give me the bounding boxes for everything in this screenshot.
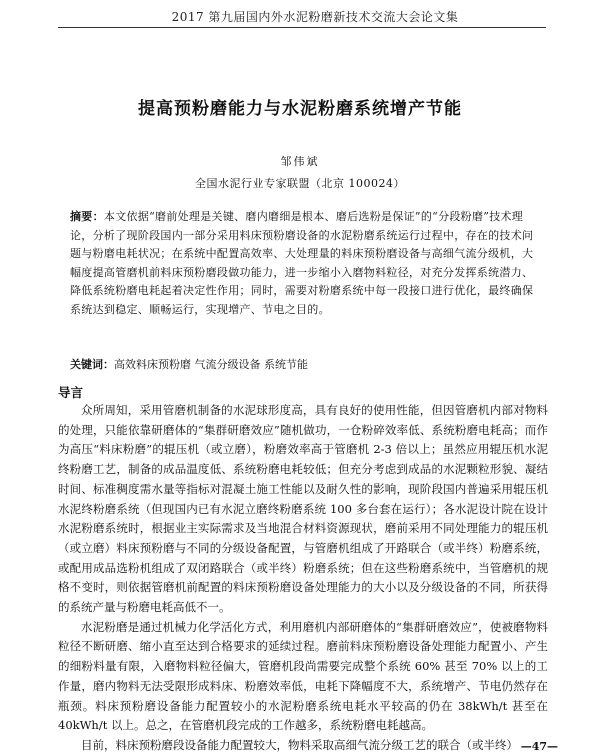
header-rule (58, 27, 546, 28)
body-text (58, 401, 548, 756)
keywords (70, 356, 540, 374)
section-heading: 导言 (58, 385, 84, 400)
paragraph: 众所周知，采用管磨机制备的水泥球形度高，具有良好的使用性能，但因管磨机内部对物料的处理，只能依靠研磨体的“集群研磨效应”随机做功，一仓粉碎效率低、系统粉磨电耗高；而作为高压“料床粉磨”的辊压机（或立磨），粉磨效率高于管磨机 2-3 倍以上；虽然应用辊压机水泥终粉磨工艺，制备的成品温度低、系统粉磨电耗较低；但充分考虑到成品的水泥颗粒形貌、凝结时间、标准稠度需水量等指标对混凝土施工性能以及耐久性的影响，现阶段国内普遍采用辊压机水泥终粉磨系统（但现国内已有水泥立磨终粉磨系统 100 多台套在运行）；各水泥设计院在设计水泥粉磨系统时，根据业主实际需求及当地混合材料资源现状，磨前采用不同处理能力的辊压机（或立磨）料床预粉磨与不同的分级设备配置，与管磨机组成了开路联合（或半终）粉磨系统，或配用成品选粉机组成了双闭路联合（或半终）粉磨系统；但在这些粉磨系统中，当管磨机的规格不变时，则依据管磨机前配置的料床预粉磨设备处理能力的大小以及分级设备的不同，所获得的系统产量与粉磨电耗高低不一。 (58, 403, 548, 615)
abstract-label: 摘要： (70, 210, 104, 223)
abstract-text: 本文依据“磨前处理是关键、磨内磨细是根本、磨后选粉是保证”的“分段粉磨”技术理论，分析了现阶段国内一部分采用料床预粉磨设备的水泥粉磨系统运行过程中，存在的技术问题与粉磨电耗状况；在系统中配置高效率、大处理量的料床预粉磨设备与高细气流分级机，大幅度提高管磨机前料床预粉磨段做功能力，进一步缩小入磨物料粒径，对充分发挥系统潜力、降低系统粉磨电耗起着决定性作用；同时，需要对粉磨系统中每一段接口进行优化，最终确保系统达到稳定、顺畅运行，实现增产、节电之目的。 (70, 210, 534, 316)
paragraph: 目前，料床预粉磨段设备能力配置较大，物料采取高细气流分级工艺的联合（或半终） (81, 737, 518, 752)
page-number: —47— (520, 740, 558, 753)
paragraph: 水泥粉磨是通过机械力化学活化方式，利用磨机内部研磨体的“集群研磨效应”，使被磨物料粒径不断研磨、缩小直至达到合格要求的延续过程。磨前料床预粉磨设备处理能力配置小、产生的细粉料量有限，入磨物料粒径偏大，管磨机段尚需要完成整个系统 60% 甚至 70% 以上的工作量，磨内物料无法受限形成料床、粉磨效率低，电耗下降幅度不大，系统增产、节电仍然存在瓶颈。料床预粉磨设备能力配置较小的水泥粉磨系统电耗水平较高的仍在 38kWh/t 甚至在 40kWh/t 以上。总之，在管磨机段完成的工作越多，系统粉磨电耗越高。 (58, 619, 548, 733)
author: 邹伟斌 (280, 155, 320, 168)
running-header: 2017 第九届国内外水泥粉磨新技术交流大会论文集 (171, 10, 459, 24)
keywords-text: 高效料床预粉磨 气流分级设备 系统节能 (114, 358, 308, 371)
paper-title: 提高预粉磨能力与水泥粉磨系统增产节能 (138, 99, 462, 119)
abstract (70, 208, 540, 319)
affiliation: 全国水泥行业专家联盟（北京 100024） (195, 177, 405, 190)
keywords-label: 关键词： (70, 358, 114, 371)
